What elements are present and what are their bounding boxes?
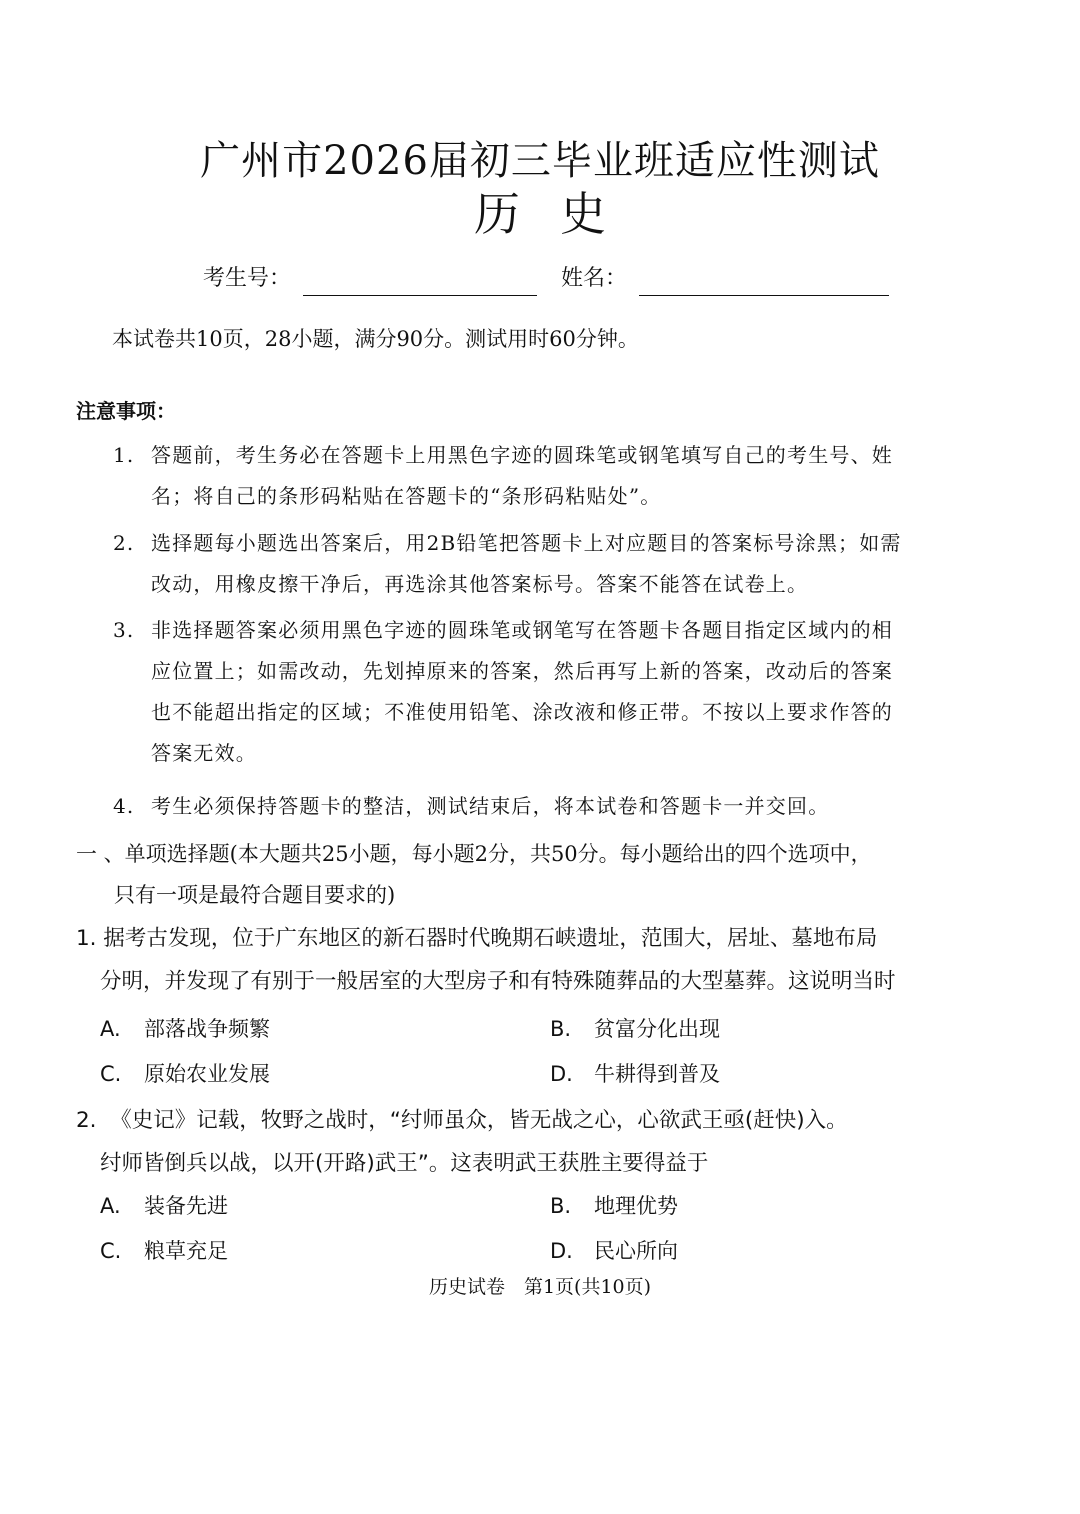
- section-one-line: 一 、单项选择题(本大题共25小题，每小题2分，共50分。每小题给出的四个选项中，: [76, 842, 872, 866]
- notice-item-line: 答案无效。: [151, 741, 257, 765]
- notice-item-number: 1.: [113, 443, 135, 467]
- notice-item-number: 3.: [113, 618, 135, 642]
- option-text: 原始农业发展: [144, 1062, 270, 1086]
- option-letter: C.: [100, 1062, 122, 1086]
- option-text: 贫富分化出现: [594, 1017, 720, 1041]
- question-stem-text: 据考古发现，位于广东地区的新石器时代晚期石峡遗址，范围大，居址、墓地布局: [103, 926, 878, 951]
- notice-item-line: 考生必须保持答题卡的整洁，测试结束后，将本试卷和答题卡一并交回。: [151, 794, 830, 818]
- name-blank: [639, 269, 889, 296]
- question-stem-line: 分明，并发现了有别于一般居室的大型房子和有特殊随葬品的大型墓葬。这说明当时: [100, 969, 896, 994]
- notice-item-3: [113, 610, 893, 774]
- option-letter: B.: [550, 1017, 572, 1041]
- option-letter: D.: [550, 1062, 573, 1086]
- student-info-row: [203, 262, 889, 296]
- option-2b[interactable]: [550, 1190, 678, 1222]
- question-stem-text: 《史记》记载，牧野之战时，“纣师虽众，皆无战之心，心欲武王亟(赶快)入。: [110, 1108, 848, 1133]
- notice-item-1: [113, 435, 893, 517]
- option-text: 牛耕得到普及: [594, 1062, 720, 1086]
- name-label: 姓名：: [561, 266, 628, 291]
- question-stem-line: [76, 917, 896, 960]
- notice-item-number: 2.: [113, 531, 135, 555]
- exam-title: 广州市2026届初三毕业班适应性测试: [200, 138, 880, 184]
- option-letter: B.: [550, 1194, 572, 1218]
- option-text: 地理优势: [594, 1194, 678, 1218]
- notice-item-line: 选择题每小题选出答案后，用2B铅笔把答题卡上对应题目的答案标号涂黑；如需: [151, 531, 902, 555]
- student-id-label: 考生号：: [203, 266, 292, 291]
- option-2a[interactable]: [100, 1190, 228, 1222]
- question-stem-line: [76, 1099, 848, 1142]
- question-stem-line: 纣师皆倒兵以战，以开(开路)武王”。这表明武王获胜主要得益于: [100, 1151, 709, 1176]
- notice-item-line: 改动，用橡皮擦干净后，再选涂其他答案标号。答案不能答在试卷上。: [151, 572, 809, 596]
- student-id-blank: [303, 269, 537, 296]
- option-1b[interactable]: [550, 1013, 720, 1045]
- notice-item-line: 也不能超出指定的区域；不准使用铅笔、涂改液和修正带。不按以上要求作答的: [151, 700, 893, 724]
- option-1d[interactable]: [550, 1058, 720, 1090]
- question-number: 2.: [76, 1108, 97, 1133]
- question-1: [76, 917, 896, 1003]
- notice-item-4: [113, 786, 829, 827]
- option-text: 粮草充足: [144, 1239, 228, 1263]
- notice-heading: 注意事项：: [76, 399, 176, 423]
- notice-item-line: 非选择题答案必须用黑色字迹的圆珠笔或钢笔写在答题卡各题目指定区域内的相: [151, 618, 893, 642]
- option-2d[interactable]: [550, 1235, 678, 1267]
- notice-item-2: [113, 523, 902, 605]
- exam-subject: 历史: [474, 187, 646, 241]
- option-text: 装备先进: [144, 1194, 228, 1218]
- question-number: 1.: [76, 926, 97, 951]
- section-one-heading: [76, 834, 872, 916]
- notice-item-line: 应位置上；如需改动，先划掉原来的答案，然后再写上新的答案，改动后的答案: [151, 659, 893, 683]
- option-letter: A.: [100, 1194, 121, 1218]
- option-1c[interactable]: [100, 1058, 270, 1090]
- option-letter: D.: [550, 1239, 573, 1263]
- page-footer: 历史试卷 第1页(共10页): [428, 1276, 652, 1298]
- option-2c[interactable]: [100, 1235, 228, 1267]
- notice-item-line: 名；将自己的条形码粘贴在答题卡的“条形码粘贴处”。: [151, 484, 662, 508]
- notice-item-number: 4.: [113, 794, 135, 818]
- exam-intro: 本试卷共10页，28小题，满分90分。测试用时60分钟。: [112, 327, 639, 351]
- option-1a[interactable]: [100, 1013, 270, 1045]
- option-text: 部落战争频繁: [144, 1017, 270, 1041]
- question-2: [76, 1099, 848, 1185]
- option-text: 民心所向: [594, 1239, 678, 1263]
- option-letter: C.: [100, 1239, 122, 1263]
- notice-item-line: 答题前，考生务必在答题卡上用黑色字迹的圆珠笔或钢笔填写自己的考生号、姓: [151, 443, 893, 467]
- section-one-line: 只有一项是最符合题目要求的): [114, 883, 396, 907]
- option-letter: A.: [100, 1017, 121, 1041]
